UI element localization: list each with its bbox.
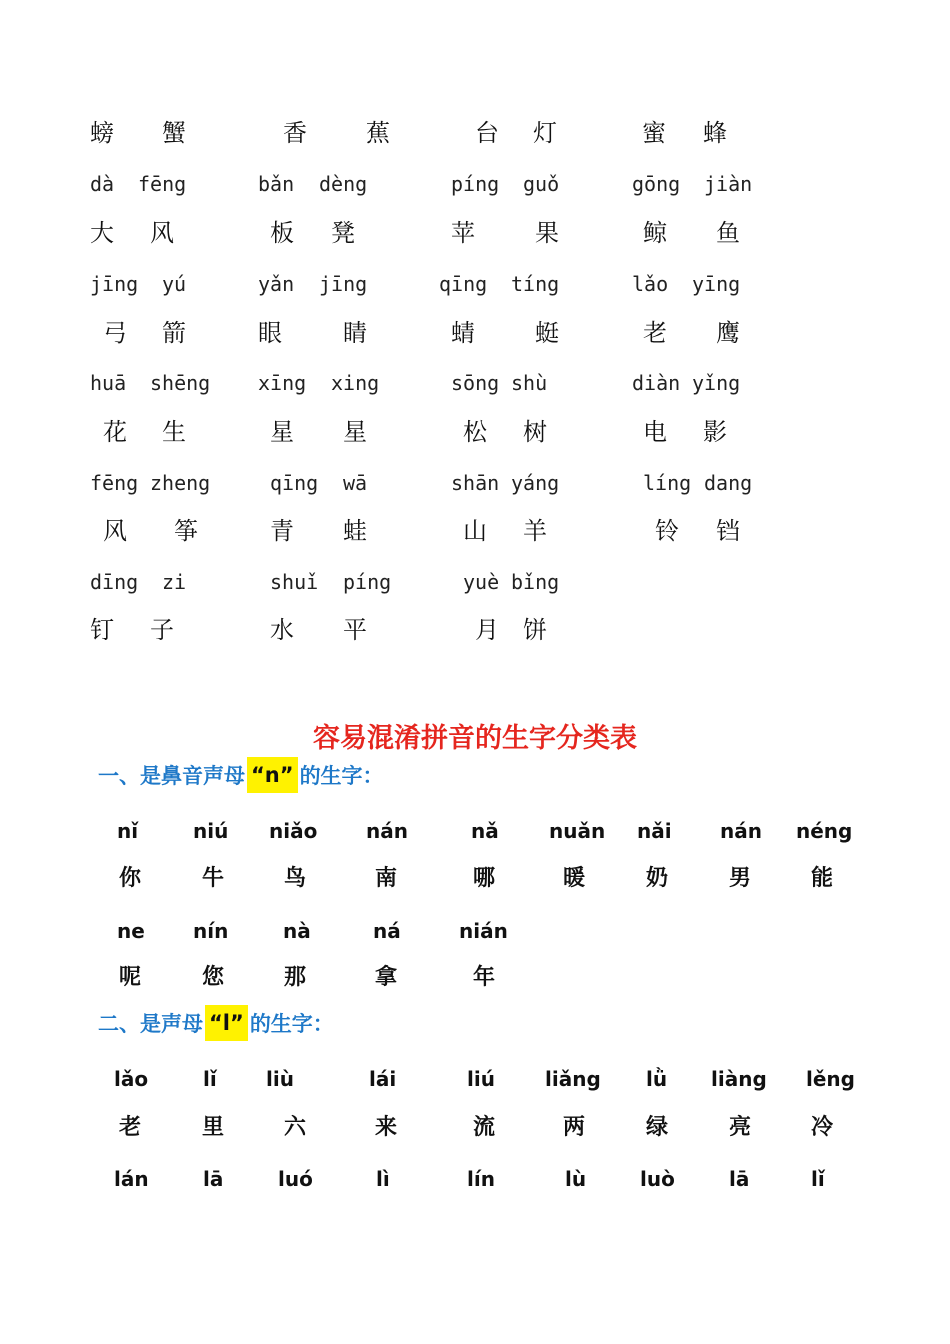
hanzi-char: 蛙 [343, 517, 367, 545]
pinyin-text: dà [90, 172, 115, 196]
pinyin-text: niú [193, 819, 229, 843]
pinyin-text: yáng [511, 471, 560, 495]
pinyin-text: nán [720, 819, 762, 843]
hanzi-char: 松 [463, 418, 487, 446]
pinyin-text: jiàn [704, 172, 753, 196]
pinyin-text: lā [729, 1167, 750, 1191]
hanzi-char: 蜓 [535, 319, 559, 347]
hanzi-char: 影 [703, 418, 727, 446]
hanzi-char: 那 [284, 965, 307, 990]
pinyin-text: sōng [451, 371, 500, 395]
hanzi-char: 鱼 [716, 219, 740, 247]
hanzi-char: 弓 [103, 319, 127, 347]
pinyin-text: nián [459, 919, 508, 943]
hanzi-char: 眼 [258, 319, 282, 347]
pinyin-text: yú [162, 272, 187, 296]
hanzi-char: 能 [811, 866, 834, 891]
pinyin-text: nǐ [117, 819, 139, 843]
pinyin-text: shuǐ [270, 570, 319, 594]
hanzi-char: 板 [270, 219, 294, 247]
pinyin-text: bǐng [511, 570, 560, 594]
pinyin-text: luó [278, 1167, 313, 1191]
pinyin-text: xing [331, 371, 380, 395]
pinyin-text: yuè [463, 570, 500, 594]
section-heading-n [98, 757, 384, 793]
hanzi-char: 蟹 [162, 119, 186, 147]
pinyin-text: nín [193, 919, 229, 943]
hanzi-char: 水 [270, 616, 294, 644]
pinyin-text: huā [90, 371, 127, 395]
pinyin-text: jīng [319, 272, 368, 296]
hanzi-char: 绿 [646, 1115, 669, 1140]
hanzi-char: 凳 [331, 219, 355, 247]
pinyin-text: shēng [150, 371, 211, 395]
pinyin-text: shù [511, 371, 548, 395]
hanzi-char: 平 [343, 616, 367, 644]
hanzi-char: 电 [643, 418, 667, 446]
hanzi-char: 冷 [811, 1115, 834, 1140]
hanzi-char: 牛 [202, 866, 225, 891]
hanzi-char: 台 [475, 119, 499, 147]
hanzi-char: 树 [523, 418, 547, 446]
hanzi-char: 月 [475, 616, 499, 644]
hanzi-char: 来 [375, 1115, 398, 1140]
hanzi-char: 鲸 [643, 219, 667, 247]
hanzi-char: 哪 [473, 866, 496, 891]
hanzi-char: 香 [283, 119, 307, 147]
hanzi-char: 您 [202, 965, 225, 990]
hanzi-char: 灯 [533, 119, 557, 147]
hanzi-char: 钉 [90, 616, 114, 644]
pinyin-text: lǐ [811, 1167, 825, 1191]
hanzi-char: 鹰 [716, 319, 740, 347]
hanzi-char: 男 [729, 866, 752, 891]
hanzi-char: 果 [535, 219, 559, 247]
pinyin-text: liù [266, 1067, 294, 1091]
pinyin-text: líng [643, 471, 692, 495]
hanzi-char: 山 [463, 517, 487, 545]
hanzi-char: 生 [162, 418, 186, 446]
hanzi-char: 大 [90, 219, 114, 247]
pinyin-text: yǐng [692, 371, 741, 395]
pinyin-text: liǎng [545, 1067, 601, 1091]
pinyin-text: zi [162, 570, 187, 594]
hanzi-char: 蜂 [703, 119, 727, 147]
pinyin-text: yǎn [258, 272, 295, 296]
hanzi-char: 两 [563, 1115, 586, 1140]
hanzi-char: 呢 [119, 965, 142, 990]
pinyin-text: luò [640, 1167, 675, 1191]
pinyin-text: dèng [319, 172, 368, 196]
pinyin-text: dīng [90, 570, 139, 594]
pinyin-text: bǎn [258, 172, 295, 196]
pinyin-text: guǒ [523, 172, 560, 196]
hanzi-char: 蕉 [366, 119, 390, 147]
hanzi-char: 花 [103, 418, 127, 446]
pinyin-text: lín [467, 1167, 495, 1191]
pinyin-text: gōng [632, 172, 681, 196]
pinyin-text: liàng [711, 1067, 767, 1091]
pinyin-text: wā [343, 471, 368, 495]
pinyin-text: zheng [150, 471, 211, 495]
pinyin-text: xīng [258, 371, 307, 395]
hanzi-char: 饼 [523, 616, 547, 644]
hanzi-char: 睛 [343, 319, 367, 347]
hanzi-char: 蜜 [642, 119, 666, 147]
hanzi-char: 南 [375, 866, 398, 891]
pinyin-text: lěng [806, 1067, 855, 1091]
pinyin-text: nuǎn [549, 819, 606, 843]
heading-suffix: 的生字： [249, 1012, 334, 1036]
section-heading-l [98, 1005, 334, 1041]
hanzi-char: 蜻 [451, 319, 475, 347]
pinyin-text: dang [704, 471, 753, 495]
pinyin-text: ne [117, 919, 145, 943]
hanzi-char: 星 [343, 418, 367, 446]
hanzi-char: 铃 [655, 517, 679, 545]
pinyin-text: shān [451, 471, 500, 495]
pinyin-text: nán [366, 819, 408, 843]
pinyin-text: lán [114, 1167, 149, 1191]
hanzi-char: 里 [202, 1115, 225, 1140]
pinyin-text: yīng [692, 272, 741, 296]
hanzi-char: 羊 [523, 517, 547, 545]
hanzi-char: 流 [473, 1115, 496, 1140]
hanzi-char: 风 [103, 517, 127, 545]
pinyin-text: niǎo [269, 819, 318, 843]
hanzi-char: 老 [643, 319, 667, 347]
pinyin-text: fēng [90, 471, 139, 495]
page-title: 容易混淆拼音的生字分类表 [313, 723, 637, 754]
pinyin-text: lì [376, 1167, 390, 1191]
heading-highlight: “l” [205, 1005, 248, 1041]
pinyin-text: diàn [632, 371, 681, 395]
pinyin-text: nǎi [637, 819, 672, 843]
pinyin-text: liú [467, 1067, 495, 1091]
hanzi-char: 铛 [716, 517, 740, 545]
hanzi-char: 青 [270, 517, 294, 545]
pinyin-text: lù [565, 1167, 587, 1191]
hanzi-char: 六 [284, 1115, 307, 1140]
pinyin-text: néng [796, 819, 853, 843]
hanzi-char: 亮 [729, 1115, 752, 1140]
hanzi-char: 暖 [563, 866, 586, 891]
pinyin-text: lái [369, 1067, 397, 1091]
hanzi-char: 子 [150, 616, 174, 644]
hanzi-char: 箭 [162, 319, 186, 347]
pinyin-text: ná [373, 919, 401, 943]
hanzi-char: 星 [270, 418, 294, 446]
pinyin-text: lǎo [632, 272, 669, 296]
heading-prefix: 一、是鼻音声母 [98, 764, 245, 788]
hanzi-char: 年 [473, 965, 496, 990]
pinyin-text: lǐ [203, 1067, 217, 1091]
pinyin-text: nǎ [471, 819, 499, 843]
hanzi-char: 风 [150, 219, 174, 247]
hanzi-char: 你 [119, 866, 142, 891]
pinyin-text: nà [283, 919, 311, 943]
pinyin-text: píng [451, 172, 500, 196]
hanzi-char: 螃 [90, 119, 114, 147]
heading-suffix: 的生字： [299, 764, 384, 788]
pinyin-text: jīng [90, 272, 139, 296]
hanzi-char: 筝 [174, 517, 198, 545]
pinyin-text: lā [203, 1167, 224, 1191]
hanzi-char: 鸟 [284, 866, 307, 891]
pinyin-text: qīng [439, 272, 488, 296]
hanzi-char: 苹 [451, 219, 475, 247]
heading-prefix: 二、是声母 [98, 1012, 203, 1036]
pinyin-text: píng [343, 570, 392, 594]
hanzi-char: 奶 [646, 866, 669, 891]
hanzi-char: 拿 [375, 965, 398, 990]
pinyin-text: lǎo [114, 1067, 149, 1091]
pinyin-text: qīng [270, 471, 319, 495]
pinyin-text: tíng [511, 272, 560, 296]
heading-highlight: “n” [247, 757, 298, 793]
hanzi-char: 老 [119, 1115, 142, 1140]
pinyin-text: lǜ [646, 1067, 668, 1091]
pinyin-text: fēng [138, 172, 187, 196]
